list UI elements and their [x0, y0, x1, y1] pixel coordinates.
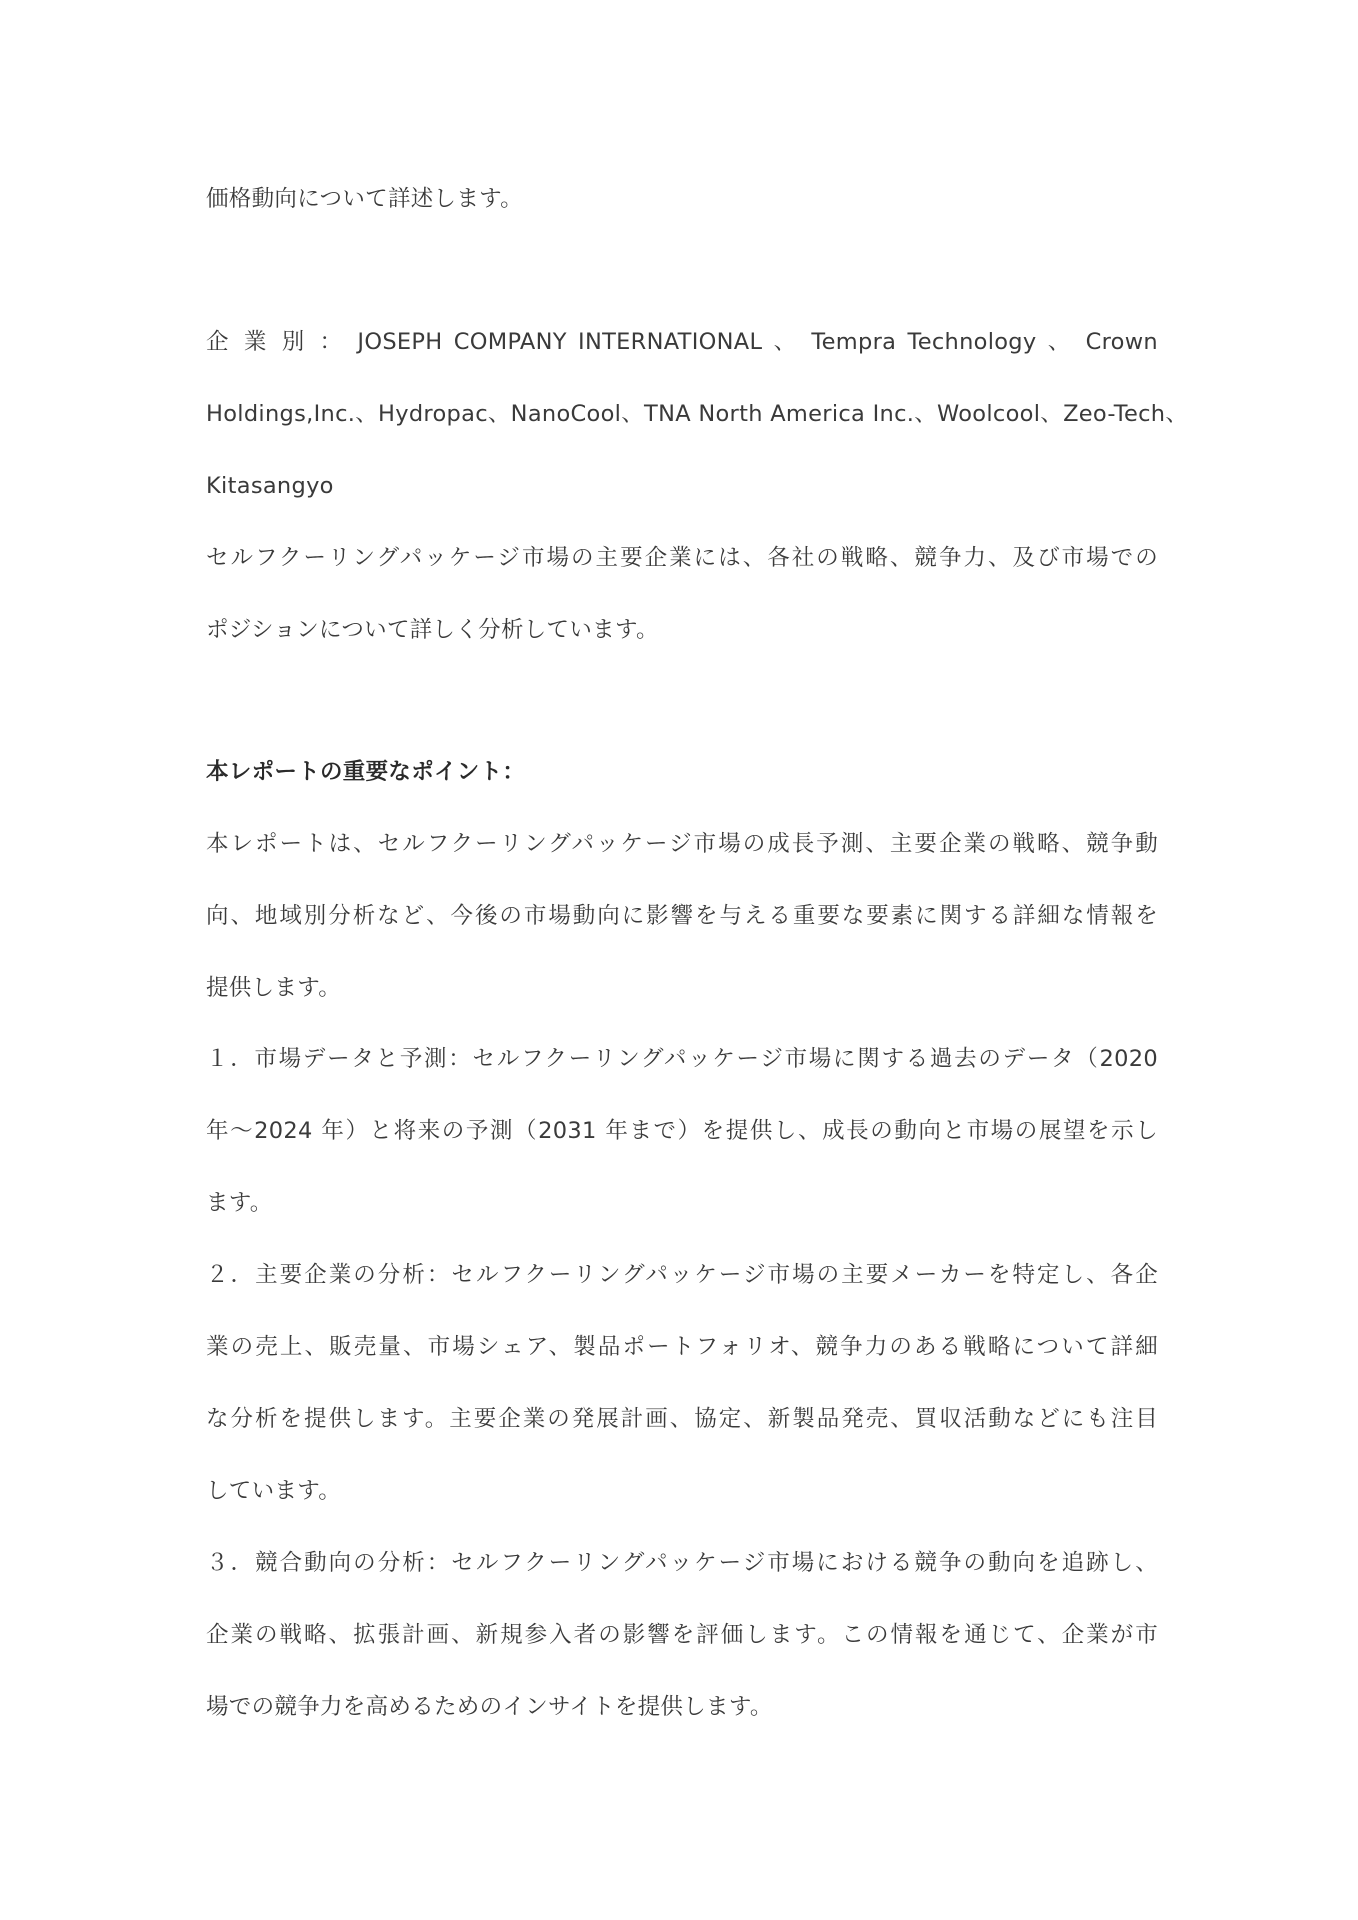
text-line: 提供します。 — [206, 975, 342, 1001]
list-item-line: 業の売上、販売量、市場シェア、製品ポートフォリオ、競争力のある戦略について詳細 — [206, 1334, 1158, 1360]
text-line: ポジションについて詳しく分析しています。 — [206, 617, 659, 643]
text-line: 本レポートは、セルフクーリングパッケージ市場の成長予測、主要企業の戦略、競争動 — [206, 831, 1158, 857]
company-list-line: 企 業 別 ： JOSEPH COMPANY INTERNATIONAL 、 Tempra Technology 、 Crown — [206, 329, 1158, 355]
list-item-line: ます。 — [206, 1190, 273, 1216]
list-item-line: 企業の戦略、拡張計画、新規参入者の影響を評価します。この情報を通じて、企業が市 — [206, 1622, 1158, 1648]
list-item-line: な分析を提供します。主要企業の発展計画、協定、新製品発売、買収活動などにも注目 — [206, 1406, 1158, 1432]
text-line: セルフクーリングパッケージ市場の主要企業には、各社の戦略、競争力、及び市場での — [206, 545, 1158, 571]
company-list-line: Holdings,Inc.、Hydropac、NanoCool、TNA North America Inc.、Woolcool、Zeo-Tech、 — [206, 401, 1189, 427]
list-item-line: ３．競合動向の分析：セルフクーリングパッケージ市場における競争の動向を追跡し、 — [206, 1550, 1158, 1576]
text-line: 価格動向について詳述します。 — [206, 186, 523, 212]
list-item-line: 年～2024 年）と将来の予測（2031 年まで）を提供し、成長の動向と市場の展望を示し — [206, 1118, 1158, 1144]
list-item-line: ２．主要企業の分析：セルフクーリングパッケージ市場の主要メーカーを特定し、各企 — [206, 1262, 1158, 1288]
text-line: 向、地域別分析など、今後の市場動向に影響を与える重要な要素に関する詳細な情報を — [206, 903, 1158, 929]
company-list-line: Kitasangyo — [206, 473, 334, 499]
list-item-line: 場での競争力を高めるためのインサイトを提供します。 — [206, 1694, 773, 1720]
list-item-line: １．市場データと予測：セルフクーリングパッケージ市場に関する過去のデータ（2020 — [206, 1046, 1158, 1072]
section-heading: 本レポートの重要なポイント： — [206, 759, 526, 785]
list-item-line: しています。 — [206, 1478, 342, 1504]
